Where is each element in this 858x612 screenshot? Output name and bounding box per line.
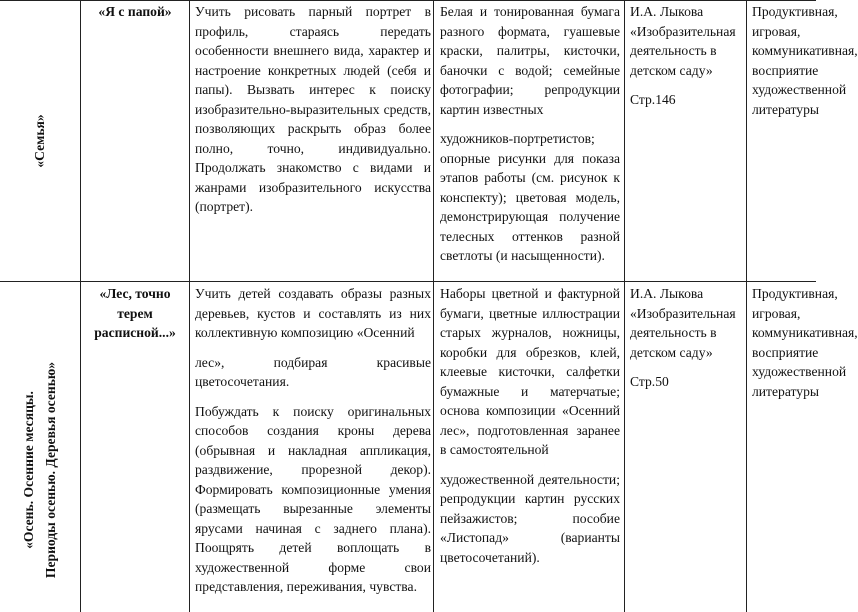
literature-reference: И.А. Лыкова «Изобразительная деятельность в детском саду» xyxy=(630,4,736,78)
theme-line: «Семья» xyxy=(32,114,47,168)
materials-paragraph: Белая и тонированная бумага разного формата, гуашевые краски, палитры, кисточки, баночки с водой; семейные фотографии; репродукции картин известных xyxy=(440,4,620,117)
lesson-materials xyxy=(440,2,620,278)
literature-cell xyxy=(630,2,744,278)
column-divider xyxy=(746,0,747,612)
task-paragraph: Учить детей создавать образы разных деревьев, кустов и составлять из них коллективную композицию «Осенний xyxy=(195,286,431,340)
activity-cell xyxy=(752,284,858,610)
activity-item: Продуктивная, xyxy=(752,4,838,19)
task-paragraph: Учить рисовать парный портрет в профиль, стараясь передать особенности внешнего вида, характер и настроение конкретных людей (себя и папы). Вызвать интерес к поиску изобразительно-выразительных средств, позволяющих раскрыть образ более полно, точно, индивидуально. Продолжать знакомство с видами и жанрами изобразительного искусства (портрет). xyxy=(195,4,431,214)
lesson-tasks xyxy=(195,2,431,278)
task-paragraph: Побуждать к поиску оригинальных способов создания кроны дерева (обрывная и накладная аппликация, раздвижение, прорезной декор). Формировать композиционные умения (размещать вырезанные элементы ярусами начиная с заднего плана). Поощрять детей воплощать в художественной форме свои представления, переживания, чувства. xyxy=(195,403,431,594)
activity-item: литературы xyxy=(752,383,819,399)
activity-cell xyxy=(752,2,858,278)
activity-item: восприятие xyxy=(752,62,819,78)
task-paragraph: лес», подбирая красивые цветосочетания. xyxy=(195,354,431,389)
activity-item: художественной xyxy=(752,364,847,379)
column-divider xyxy=(624,0,625,612)
materials-paragraph: Наборы цветной и фактурной бумаги, цветные иллюстрации старых журналов, ножницы, коробки для обрезков, клей, клеевые кисточки, салфетки бумажные и матерчатые; основа композиции «Осенний лес», подготовленная заранее в самостоятельной xyxy=(440,286,620,457)
activity-item: литературы xyxy=(752,101,819,117)
theme-cell xyxy=(0,282,80,612)
lesson-title xyxy=(81,2,189,278)
column-divider xyxy=(189,0,190,612)
materials-paragraph: художественной деятельности; репродукции картин русских пейзажистов; пособие «Листопад» (варианты цветосочетаний). xyxy=(440,471,620,565)
activity-item: игровая, xyxy=(752,23,801,39)
literature-page: Стр.50 xyxy=(630,374,669,389)
literature-reference: И.А. Лыкова «Изобразительная деятельность в детском саду» xyxy=(630,286,736,360)
column-divider xyxy=(433,0,434,612)
row-divider xyxy=(0,281,816,282)
theme-cell xyxy=(0,1,80,281)
table-border-top xyxy=(0,0,816,1)
literature-page: Стр.146 xyxy=(630,92,676,107)
lesson-title-text: «Я с папой» xyxy=(98,4,172,19)
activity-item: коммуникативная, xyxy=(752,325,858,340)
literature-cell xyxy=(630,284,744,610)
activity-item: коммуникативная, xyxy=(752,43,858,58)
lesson-tasks xyxy=(195,284,431,610)
activity-item: восприятие xyxy=(752,344,819,360)
activity-item: художественной xyxy=(752,82,847,97)
theme-line: «Осень. Осенние месяцы. xyxy=(21,391,36,550)
lesson-title xyxy=(87,284,183,610)
theme-line: Периоды осенью. Деревья осенью» xyxy=(43,361,58,579)
activity-item: Продуктивная, xyxy=(752,286,838,301)
materials-paragraph: художников-портретистов; опорные рисунки для показа этапов работы (см. рисунок к конспекту); цветовая модель, демонстрирующая получение телесных оттенков разной светлоты (и насыщенности). xyxy=(440,131,620,263)
activity-item: игровая, xyxy=(752,305,801,321)
lesson-materials xyxy=(440,284,620,610)
lesson-title-text: «Лес, точно терем расписной...» xyxy=(94,286,176,340)
